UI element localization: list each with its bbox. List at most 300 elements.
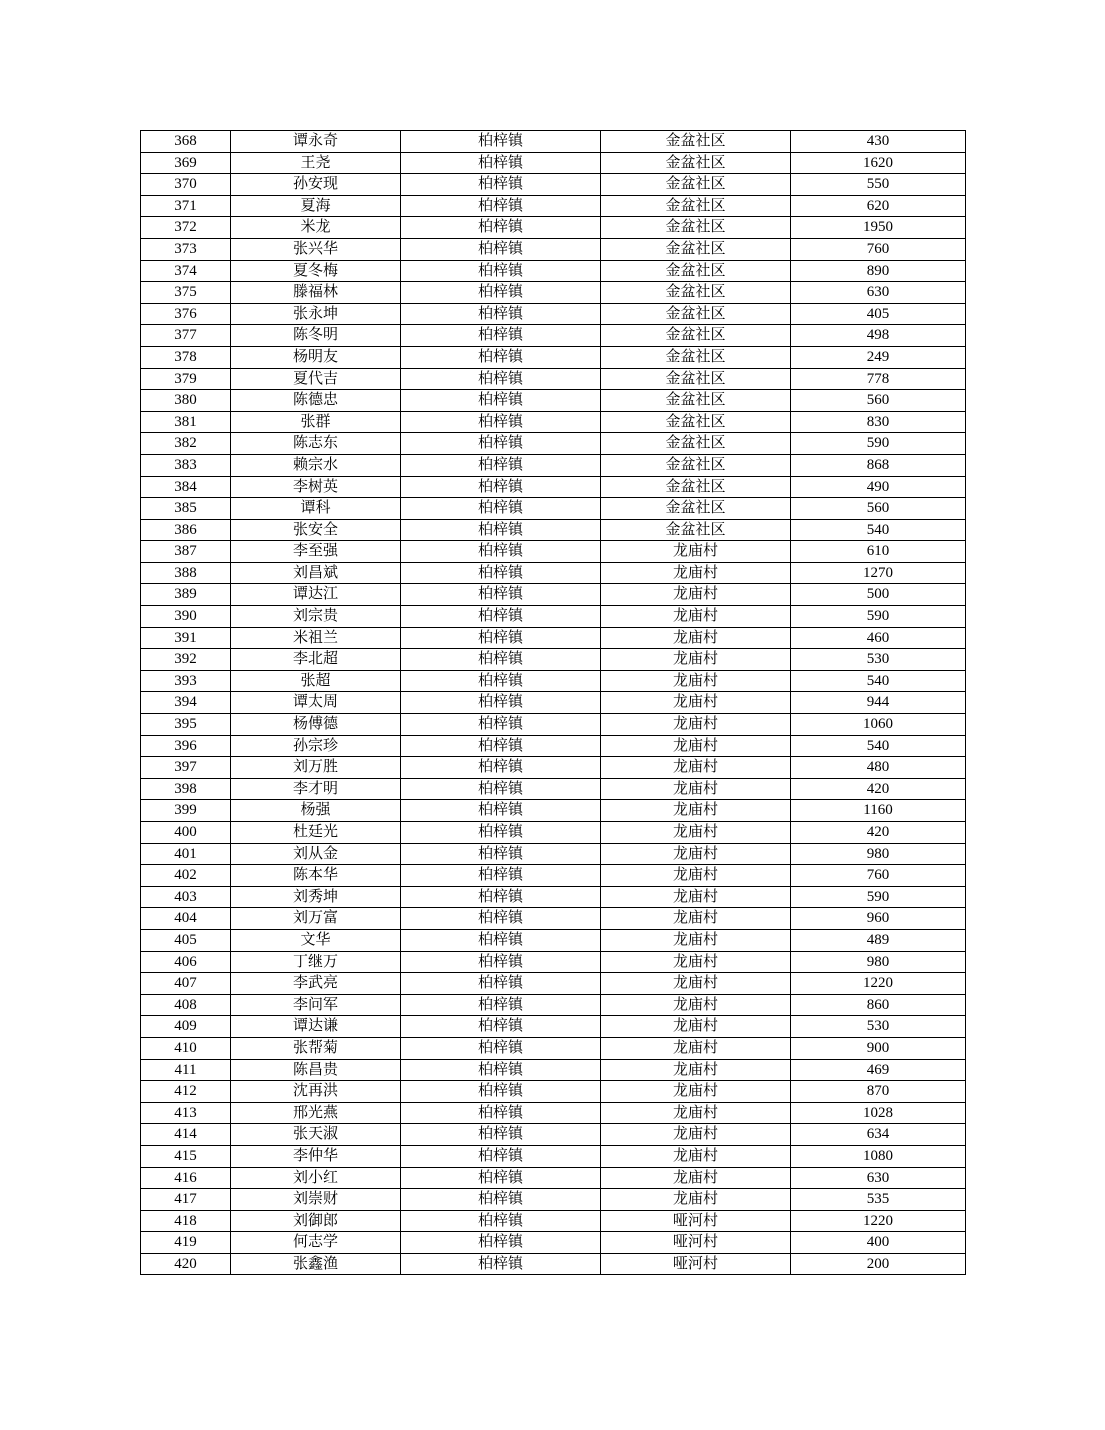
row-number-cell: 381 (141, 411, 231, 433)
name-cell: 刘宗贵 (231, 606, 401, 628)
village-cell: 龙庙村 (601, 584, 791, 606)
row-number-cell: 386 (141, 519, 231, 541)
town-cell: 柏梓镇 (401, 454, 601, 476)
village-cell: 金盆社区 (601, 325, 791, 347)
amount-cell: 560 (791, 498, 966, 520)
name-cell: 刘御郎 (231, 1210, 401, 1232)
amount-cell: 249 (791, 346, 966, 368)
village-cell: 龙庙村 (601, 994, 791, 1016)
town-cell: 柏梓镇 (401, 1059, 601, 1081)
town-cell: 柏梓镇 (401, 1037, 601, 1059)
row-number-cell: 415 (141, 1145, 231, 1167)
row-number-cell: 419 (141, 1232, 231, 1254)
name-cell: 李才明 (231, 778, 401, 800)
name-cell: 陈德忠 (231, 390, 401, 412)
table-row (141, 260, 966, 282)
name-cell: 刘秀坤 (231, 886, 401, 908)
row-number-cell: 380 (141, 390, 231, 412)
town-cell: 柏梓镇 (401, 649, 601, 671)
town-cell: 柏梓镇 (401, 714, 601, 736)
name-cell: 孙安现 (231, 174, 401, 196)
name-cell: 刘万胜 (231, 757, 401, 779)
table-row (141, 584, 966, 606)
table-row (141, 1016, 966, 1038)
table-row (141, 498, 966, 520)
town-cell: 柏梓镇 (401, 282, 601, 304)
village-cell: 金盆社区 (601, 303, 791, 325)
row-number-cell: 403 (141, 886, 231, 908)
amount-cell: 530 (791, 1016, 966, 1038)
name-cell: 米龙 (231, 217, 401, 239)
town-cell: 柏梓镇 (401, 692, 601, 714)
name-cell: 张天淑 (231, 1124, 401, 1146)
name-cell: 陈志东 (231, 433, 401, 455)
table-row (141, 195, 966, 217)
town-cell: 柏梓镇 (401, 238, 601, 260)
table-row (141, 562, 966, 584)
table-row (141, 325, 966, 347)
village-cell: 龙庙村 (601, 822, 791, 844)
row-number-cell: 397 (141, 757, 231, 779)
name-cell: 丁继万 (231, 951, 401, 973)
town-cell: 柏梓镇 (401, 627, 601, 649)
village-cell: 金盆社区 (601, 152, 791, 174)
town-cell: 柏梓镇 (401, 1210, 601, 1232)
table-row (141, 238, 966, 260)
village-cell: 金盆社区 (601, 433, 791, 455)
village-cell: 龙庙村 (601, 714, 791, 736)
row-number-cell: 377 (141, 325, 231, 347)
amount-cell: 890 (791, 260, 966, 282)
row-number-cell: 388 (141, 562, 231, 584)
amount-cell: 634 (791, 1124, 966, 1146)
table-row (141, 843, 966, 865)
village-cell: 龙庙村 (601, 1145, 791, 1167)
village-cell: 金盆社区 (601, 195, 791, 217)
village-cell: 龙庙村 (601, 973, 791, 995)
amount-cell: 405 (791, 303, 966, 325)
row-number-cell: 385 (141, 498, 231, 520)
name-cell: 李问军 (231, 994, 401, 1016)
town-cell: 柏梓镇 (401, 735, 601, 757)
row-number-cell: 404 (141, 908, 231, 930)
table-row (141, 886, 966, 908)
row-number-cell: 417 (141, 1189, 231, 1211)
town-cell: 柏梓镇 (401, 368, 601, 390)
table-row (141, 692, 966, 714)
table-row (141, 1210, 966, 1232)
village-cell: 金盆社区 (601, 454, 791, 476)
amount-cell: 830 (791, 411, 966, 433)
name-cell: 杨明友 (231, 346, 401, 368)
table-body (141, 131, 966, 1275)
name-cell: 张永坤 (231, 303, 401, 325)
amount-cell: 1220 (791, 973, 966, 995)
table-row (141, 735, 966, 757)
amount-cell: 1060 (791, 714, 966, 736)
amount-cell: 420 (791, 822, 966, 844)
name-cell: 刘崇财 (231, 1189, 401, 1211)
town-cell: 柏梓镇 (401, 195, 601, 217)
amount-cell: 1028 (791, 1102, 966, 1124)
table-row (141, 1253, 966, 1275)
row-number-cell: 373 (141, 238, 231, 260)
name-cell: 李武亮 (231, 973, 401, 995)
town-cell: 柏梓镇 (401, 390, 601, 412)
table-row (141, 627, 966, 649)
row-number-cell: 407 (141, 973, 231, 995)
name-cell: 夏代吉 (231, 368, 401, 390)
table-row (141, 541, 966, 563)
village-cell: 金盆社区 (601, 282, 791, 304)
town-cell: 柏梓镇 (401, 843, 601, 865)
amount-cell: 460 (791, 627, 966, 649)
village-cell: 金盆社区 (601, 519, 791, 541)
table-row (141, 390, 966, 412)
table-row (141, 1145, 966, 1167)
amount-cell: 960 (791, 908, 966, 930)
amount-cell: 590 (791, 433, 966, 455)
row-number-cell: 406 (141, 951, 231, 973)
row-number-cell: 410 (141, 1037, 231, 1059)
village-cell: 金盆社区 (601, 131, 791, 153)
name-cell: 谭永奇 (231, 131, 401, 153)
amount-cell: 630 (791, 282, 966, 304)
amount-cell: 540 (791, 519, 966, 541)
row-number-cell: 408 (141, 994, 231, 1016)
amount-cell: 498 (791, 325, 966, 347)
town-cell: 柏梓镇 (401, 325, 601, 347)
row-number-cell: 374 (141, 260, 231, 282)
town-cell: 柏梓镇 (401, 411, 601, 433)
village-cell: 金盆社区 (601, 174, 791, 196)
village-cell: 龙庙村 (601, 649, 791, 671)
amount-cell: 900 (791, 1037, 966, 1059)
name-cell: 张鑫渔 (231, 1253, 401, 1275)
row-number-cell: 391 (141, 627, 231, 649)
name-cell: 孙宗珍 (231, 735, 401, 757)
table-row (141, 433, 966, 455)
name-cell: 刘万富 (231, 908, 401, 930)
name-cell: 夏冬梅 (231, 260, 401, 282)
table-row (141, 778, 966, 800)
row-number-cell: 394 (141, 692, 231, 714)
row-number-cell: 368 (141, 131, 231, 153)
row-number-cell: 399 (141, 800, 231, 822)
amount-cell: 1620 (791, 152, 966, 174)
table-row (141, 1124, 966, 1146)
amount-cell: 760 (791, 865, 966, 887)
village-cell: 龙庙村 (601, 886, 791, 908)
village-cell: 龙庙村 (601, 627, 791, 649)
village-cell: 金盆社区 (601, 238, 791, 260)
village-cell: 哑河村 (601, 1232, 791, 1254)
table-row (141, 1232, 966, 1254)
town-cell: 柏梓镇 (401, 498, 601, 520)
table-row (141, 411, 966, 433)
table-row (141, 951, 966, 973)
amount-cell: 480 (791, 757, 966, 779)
town-cell: 柏梓镇 (401, 1253, 601, 1275)
name-cell: 王尧 (231, 152, 401, 174)
amount-cell: 530 (791, 649, 966, 671)
village-cell: 龙庙村 (601, 1124, 791, 1146)
town-cell: 柏梓镇 (401, 1189, 601, 1211)
table-row (141, 519, 966, 541)
table-row (141, 368, 966, 390)
name-cell: 李至强 (231, 541, 401, 563)
table-row (141, 282, 966, 304)
amount-cell: 620 (791, 195, 966, 217)
name-cell: 米祖兰 (231, 627, 401, 649)
amount-cell: 868 (791, 454, 966, 476)
town-cell: 柏梓镇 (401, 303, 601, 325)
village-cell: 龙庙村 (601, 757, 791, 779)
amount-cell: 1950 (791, 217, 966, 239)
table-row (141, 476, 966, 498)
village-cell: 金盆社区 (601, 390, 791, 412)
town-cell: 柏梓镇 (401, 1124, 601, 1146)
table-row (141, 606, 966, 628)
name-cell: 陈昌贵 (231, 1059, 401, 1081)
amount-cell: 200 (791, 1253, 966, 1275)
name-cell: 陈冬明 (231, 325, 401, 347)
amount-cell: 1080 (791, 1145, 966, 1167)
table-row (141, 1059, 966, 1081)
table-row (141, 649, 966, 671)
name-cell: 谭科 (231, 498, 401, 520)
row-number-cell: 405 (141, 929, 231, 951)
village-cell: 龙庙村 (601, 1167, 791, 1189)
row-number-cell: 378 (141, 346, 231, 368)
name-cell: 张帮菊 (231, 1037, 401, 1059)
town-cell: 柏梓镇 (401, 1081, 601, 1103)
amount-cell: 1220 (791, 1210, 966, 1232)
town-cell: 柏梓镇 (401, 584, 601, 606)
amount-cell: 540 (791, 670, 966, 692)
name-cell: 刘昌斌 (231, 562, 401, 584)
row-number-cell: 387 (141, 541, 231, 563)
town-cell: 柏梓镇 (401, 886, 601, 908)
village-cell: 哑河村 (601, 1210, 791, 1232)
amount-cell: 760 (791, 238, 966, 260)
row-number-cell: 411 (141, 1059, 231, 1081)
amount-cell: 489 (791, 929, 966, 951)
table-row (141, 152, 966, 174)
amount-cell: 400 (791, 1232, 966, 1254)
town-cell: 柏梓镇 (401, 476, 601, 498)
name-cell: 赖宗水 (231, 454, 401, 476)
village-cell: 龙庙村 (601, 1016, 791, 1038)
village-cell: 金盆社区 (601, 476, 791, 498)
row-number-cell: 379 (141, 368, 231, 390)
table-row (141, 1081, 966, 1103)
name-cell: 杜廷光 (231, 822, 401, 844)
row-number-cell: 390 (141, 606, 231, 628)
amount-cell: 610 (791, 541, 966, 563)
table-row (141, 800, 966, 822)
amount-cell: 590 (791, 606, 966, 628)
row-number-cell: 392 (141, 649, 231, 671)
name-cell: 邢光燕 (231, 1102, 401, 1124)
amount-cell: 778 (791, 368, 966, 390)
table-row (141, 929, 966, 951)
table-row (141, 994, 966, 1016)
table-row (141, 1037, 966, 1059)
name-cell: 张群 (231, 411, 401, 433)
town-cell: 柏梓镇 (401, 1167, 601, 1189)
table-row (141, 454, 966, 476)
name-cell: 张兴华 (231, 238, 401, 260)
amount-cell: 590 (791, 886, 966, 908)
row-number-cell: 396 (141, 735, 231, 757)
village-cell: 龙庙村 (601, 1037, 791, 1059)
amount-cell: 944 (791, 692, 966, 714)
amount-cell: 630 (791, 1167, 966, 1189)
town-cell: 柏梓镇 (401, 973, 601, 995)
town-cell: 柏梓镇 (401, 174, 601, 196)
row-number-cell: 414 (141, 1124, 231, 1146)
town-cell: 柏梓镇 (401, 562, 601, 584)
name-cell: 谭太周 (231, 692, 401, 714)
amount-cell: 535 (791, 1189, 966, 1211)
town-cell: 柏梓镇 (401, 606, 601, 628)
table-row (141, 822, 966, 844)
name-cell: 杨强 (231, 800, 401, 822)
town-cell: 柏梓镇 (401, 908, 601, 930)
name-cell: 杨傅德 (231, 714, 401, 736)
town-cell: 柏梓镇 (401, 1016, 601, 1038)
village-cell: 龙庙村 (601, 562, 791, 584)
row-number-cell: 401 (141, 843, 231, 865)
amount-cell: 1270 (791, 562, 966, 584)
name-cell: 张超 (231, 670, 401, 692)
village-cell: 龙庙村 (601, 951, 791, 973)
row-number-cell: 383 (141, 454, 231, 476)
village-cell: 龙庙村 (601, 1102, 791, 1124)
row-number-cell: 420 (141, 1253, 231, 1275)
amount-cell: 860 (791, 994, 966, 1016)
village-cell: 龙庙村 (601, 1081, 791, 1103)
village-cell: 哑河村 (601, 1253, 791, 1275)
name-cell: 李仲华 (231, 1145, 401, 1167)
name-cell: 何志学 (231, 1232, 401, 1254)
village-cell: 金盆社区 (601, 217, 791, 239)
town-cell: 柏梓镇 (401, 217, 601, 239)
name-cell: 夏海 (231, 195, 401, 217)
row-number-cell: 370 (141, 174, 231, 196)
table-row (141, 346, 966, 368)
town-cell: 柏梓镇 (401, 346, 601, 368)
amount-cell: 1160 (791, 800, 966, 822)
town-cell: 柏梓镇 (401, 131, 601, 153)
name-cell: 陈本华 (231, 865, 401, 887)
town-cell: 柏梓镇 (401, 1145, 601, 1167)
amount-cell: 550 (791, 174, 966, 196)
town-cell: 柏梓镇 (401, 541, 601, 563)
table-row (141, 973, 966, 995)
village-cell: 龙庙村 (601, 692, 791, 714)
village-cell: 龙庙村 (601, 865, 791, 887)
table-row (141, 714, 966, 736)
name-cell: 沈再洪 (231, 1081, 401, 1103)
town-cell: 柏梓镇 (401, 994, 601, 1016)
roster-table (140, 130, 966, 1275)
table-row (141, 865, 966, 887)
table-row (141, 303, 966, 325)
town-cell: 柏梓镇 (401, 1232, 601, 1254)
name-cell: 张安全 (231, 519, 401, 541)
village-cell: 金盆社区 (601, 498, 791, 520)
table-row (141, 217, 966, 239)
name-cell: 李北超 (231, 649, 401, 671)
row-number-cell: 395 (141, 714, 231, 736)
town-cell: 柏梓镇 (401, 152, 601, 174)
row-number-cell: 413 (141, 1102, 231, 1124)
amount-cell: 490 (791, 476, 966, 498)
amount-cell: 560 (791, 390, 966, 412)
row-number-cell: 416 (141, 1167, 231, 1189)
row-number-cell: 372 (141, 217, 231, 239)
amount-cell: 540 (791, 735, 966, 757)
row-number-cell: 384 (141, 476, 231, 498)
row-number-cell: 402 (141, 865, 231, 887)
village-cell: 龙庙村 (601, 843, 791, 865)
town-cell: 柏梓镇 (401, 929, 601, 951)
town-cell: 柏梓镇 (401, 951, 601, 973)
village-cell: 金盆社区 (601, 260, 791, 282)
table-row (141, 174, 966, 196)
name-cell: 刘小红 (231, 1167, 401, 1189)
row-number-cell: 418 (141, 1210, 231, 1232)
village-cell: 龙庙村 (601, 541, 791, 563)
town-cell: 柏梓镇 (401, 433, 601, 455)
name-cell: 李树英 (231, 476, 401, 498)
row-number-cell: 371 (141, 195, 231, 217)
town-cell: 柏梓镇 (401, 757, 601, 779)
town-cell: 柏梓镇 (401, 1102, 601, 1124)
amount-cell: 500 (791, 584, 966, 606)
village-cell: 龙庙村 (601, 670, 791, 692)
amount-cell: 980 (791, 843, 966, 865)
name-cell: 滕福林 (231, 282, 401, 304)
row-number-cell: 389 (141, 584, 231, 606)
table-row (141, 1102, 966, 1124)
town-cell: 柏梓镇 (401, 822, 601, 844)
row-number-cell: 382 (141, 433, 231, 455)
table-row (141, 670, 966, 692)
row-number-cell: 409 (141, 1016, 231, 1038)
row-number-cell: 375 (141, 282, 231, 304)
row-number-cell: 398 (141, 778, 231, 800)
village-cell: 龙庙村 (601, 800, 791, 822)
amount-cell: 980 (791, 951, 966, 973)
table-row (141, 1189, 966, 1211)
row-number-cell: 369 (141, 152, 231, 174)
village-cell: 龙庙村 (601, 735, 791, 757)
row-number-cell: 400 (141, 822, 231, 844)
name-cell: 谭达谦 (231, 1016, 401, 1038)
village-cell: 龙庙村 (601, 929, 791, 951)
village-cell: 金盆社区 (601, 368, 791, 390)
town-cell: 柏梓镇 (401, 670, 601, 692)
village-cell: 金盆社区 (601, 411, 791, 433)
village-cell: 龙庙村 (601, 908, 791, 930)
name-cell: 文华 (231, 929, 401, 951)
row-number-cell: 412 (141, 1081, 231, 1103)
table-row (141, 908, 966, 930)
town-cell: 柏梓镇 (401, 260, 601, 282)
